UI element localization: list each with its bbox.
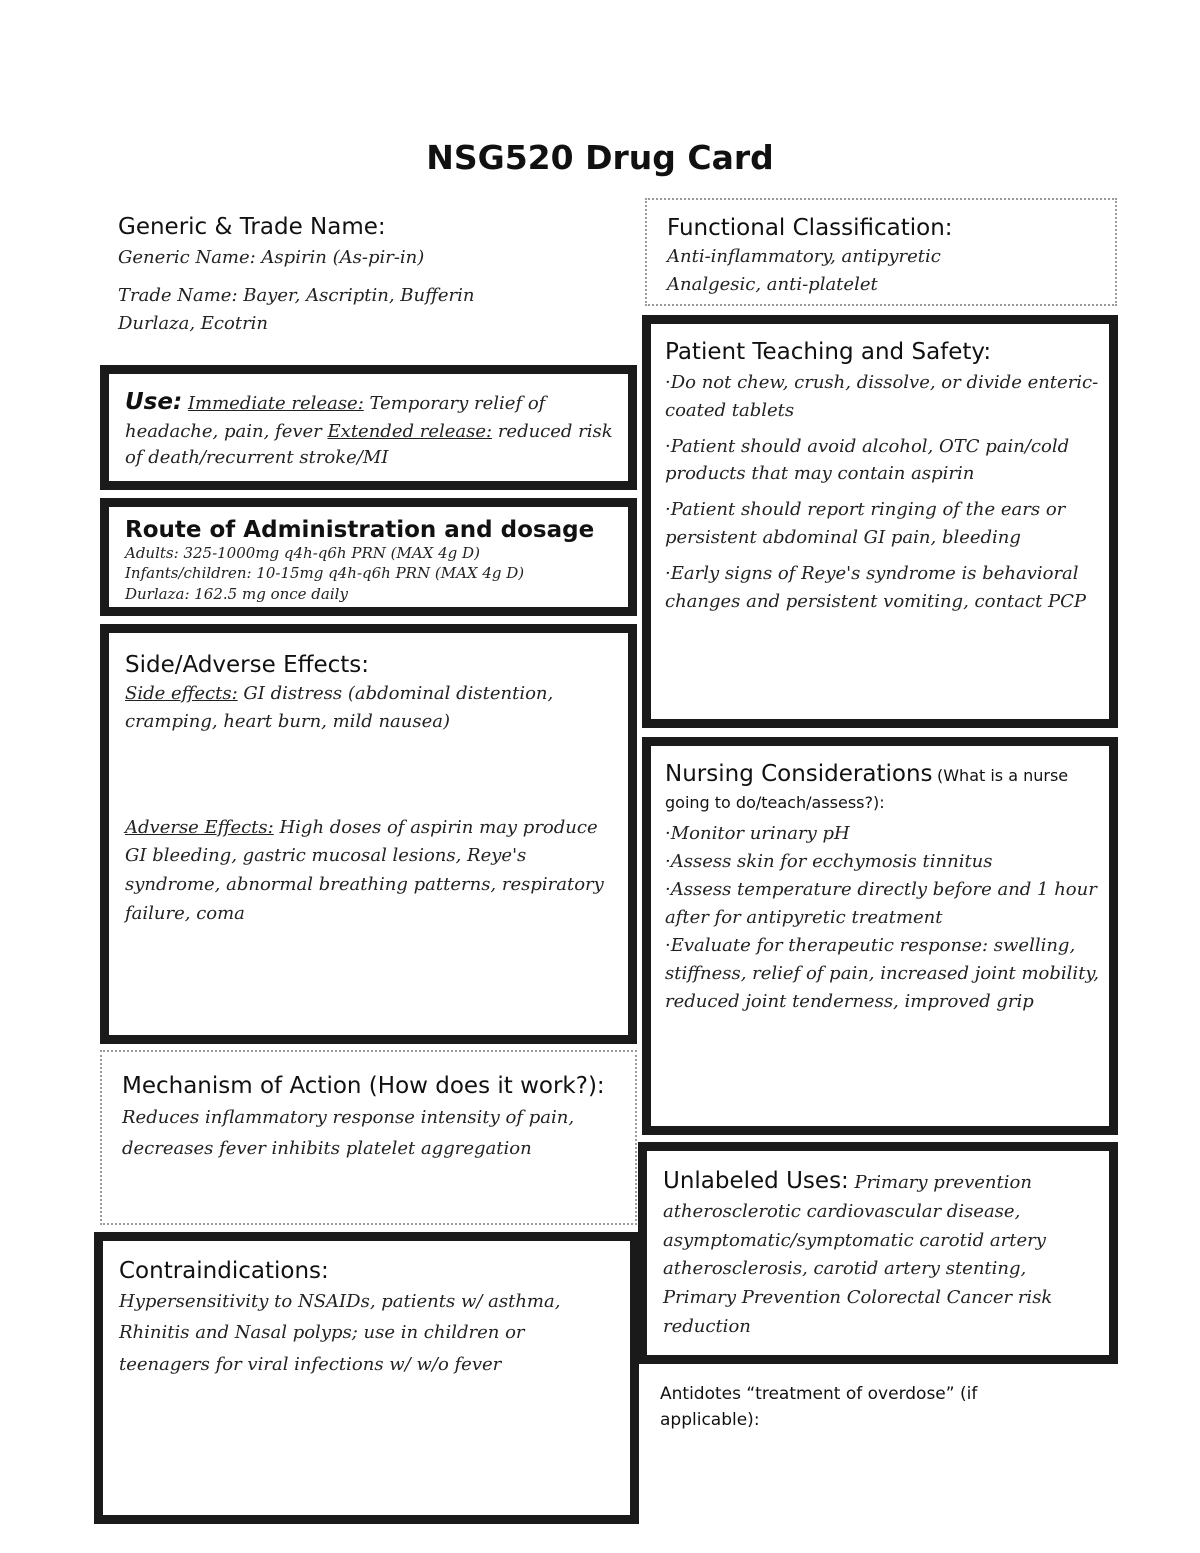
functional-classification-line-2: Analgesic, anti-platelet (667, 273, 878, 295)
use-section (100, 365, 637, 490)
use-immediate-label: Immediate release: (187, 393, 364, 414)
nursing-item: ·Evaluate for therapeutic response: swelling, stiffness, relief of pain, increased joint mobility, reduced joint tenderness, improved grip (665, 934, 1099, 1012)
generic-name-line: Generic Name: Aspirin (As-pir-in) (118, 246, 425, 268)
generic-trade-section (118, 213, 628, 363)
nursing-item: ·Assess skin for ecchymosis tinnitus (665, 851, 993, 873)
use-extended-text: reduced risk of death/recurrent stroke/MI (125, 421, 613, 469)
unlabeled-uses-heading: Unlabeled Uses: (663, 1168, 849, 1194)
patient-teaching-item: ·Do not chew, crush, dissolve, or divide enteric-coated tablets (665, 371, 1099, 421)
side-effects-label: Side effects: (125, 682, 238, 704)
functional-classification-heading: Functional Classification: (667, 215, 953, 241)
patient-teaching-item: ·Early signs of Reye's syndrome is behavioral changes and persistent vomiting, contact PCP (665, 563, 1087, 612)
adverse-effects-label: Adverse Effects: (125, 816, 274, 838)
nursing-item: ·Monitor urinary pH (665, 823, 850, 845)
side-effects-section (100, 624, 637, 1044)
page-title: NSG520 Drug Card (426, 138, 774, 177)
contraindications-heading: Contraindications: (119, 1258, 329, 1284)
route-line-2: Infants/children: 10-15mg q4h-q6h PRN (MAX 4g D) (125, 564, 525, 583)
contraindications-text: Hypersensitivity to NSAIDs, patients w/ asthma, Rhinitis and Nasal polyps; use in children or teenagers for viral infections w/ w/o fever (119, 1290, 561, 1375)
mechanism-text: Reduces inflammatory response intensity of pain, decreases fever inhibits platelet aggregation (122, 1107, 575, 1159)
side-effects-heading: Side/Adverse Effects: (125, 652, 370, 678)
route-line-3: Durlaza: 162.5 mg once daily (125, 584, 348, 603)
patient-teaching-heading: Patient Teaching and Safety: (665, 339, 992, 365)
trade-name-line-2: Durlaza, Ecotrin (118, 312, 269, 334)
generic-trade-heading: Generic & Trade Name: (118, 214, 386, 240)
side-effects-text: GI distress (abdominal distention, cramping, heart burn, mild nausea) (125, 682, 554, 732)
mechanism-heading: Mechanism of Action (How does it work?): (122, 1073, 605, 1099)
use-immediate-text: Temporary relief of headache, pain, fever (125, 393, 546, 443)
route-section (100, 498, 637, 616)
functional-classification-section (645, 198, 1117, 306)
trade-name-line-1: Trade Name: Bayer, Ascriptin, Bufferin (118, 284, 475, 306)
route-line-1: Adults: 325-1000mg q4h-q6h PRN (MAX 4g D) (125, 544, 480, 562)
patient-teaching-item: ·Patient should avoid alcohol, OTC pain/cold products that may contain aspirin (665, 435, 1070, 485)
antidotes-section (660, 1382, 1080, 1442)
nursing-heading: Nursing Considerations (665, 761, 933, 787)
patient-teaching-item: ·Patient should report ringing of the ears or persistent abdominal GI pain, bleeding (665, 499, 1066, 549)
nursing-section (642, 737, 1118, 1135)
route-heading: Route of Administration and dosage (125, 517, 595, 543)
nursing-item: ·Assess temperature directly before and 1 hour after for antipyretic treatment (665, 878, 1097, 928)
adverse-effects-text: High doses of aspirin may produce GI bleeding, gastric mucosal lesions, Reye's syndrome, abnormal breathing patterns, respiratory failure, coma (125, 816, 604, 924)
contraindications-section (94, 1232, 639, 1524)
unlabeled-uses-section (638, 1142, 1118, 1364)
nursing-heading-suffix: (What is a nurse going to do/teach/assess?): (665, 766, 1069, 812)
mechanism-section (100, 1050, 637, 1225)
unlabeled-uses-text: Primary prevention atherosclerotic cardiovascular disease, asymptomatic/symptomatic carotid artery atherosclerosis, carotid artery stenting, Primary Prevention Colorectal Cancer risk reduction (663, 1172, 1053, 1337)
antidotes-text: Antidotes “treatment of overdose” (if applicable): (660, 1384, 978, 1430)
patient-teaching-section (642, 315, 1118, 728)
functional-classification-line-1: Anti-inflammatory, antipyretic (667, 245, 941, 267)
use-heading: Use: (125, 389, 183, 415)
use-extended-label: Extended release: (327, 421, 493, 443)
